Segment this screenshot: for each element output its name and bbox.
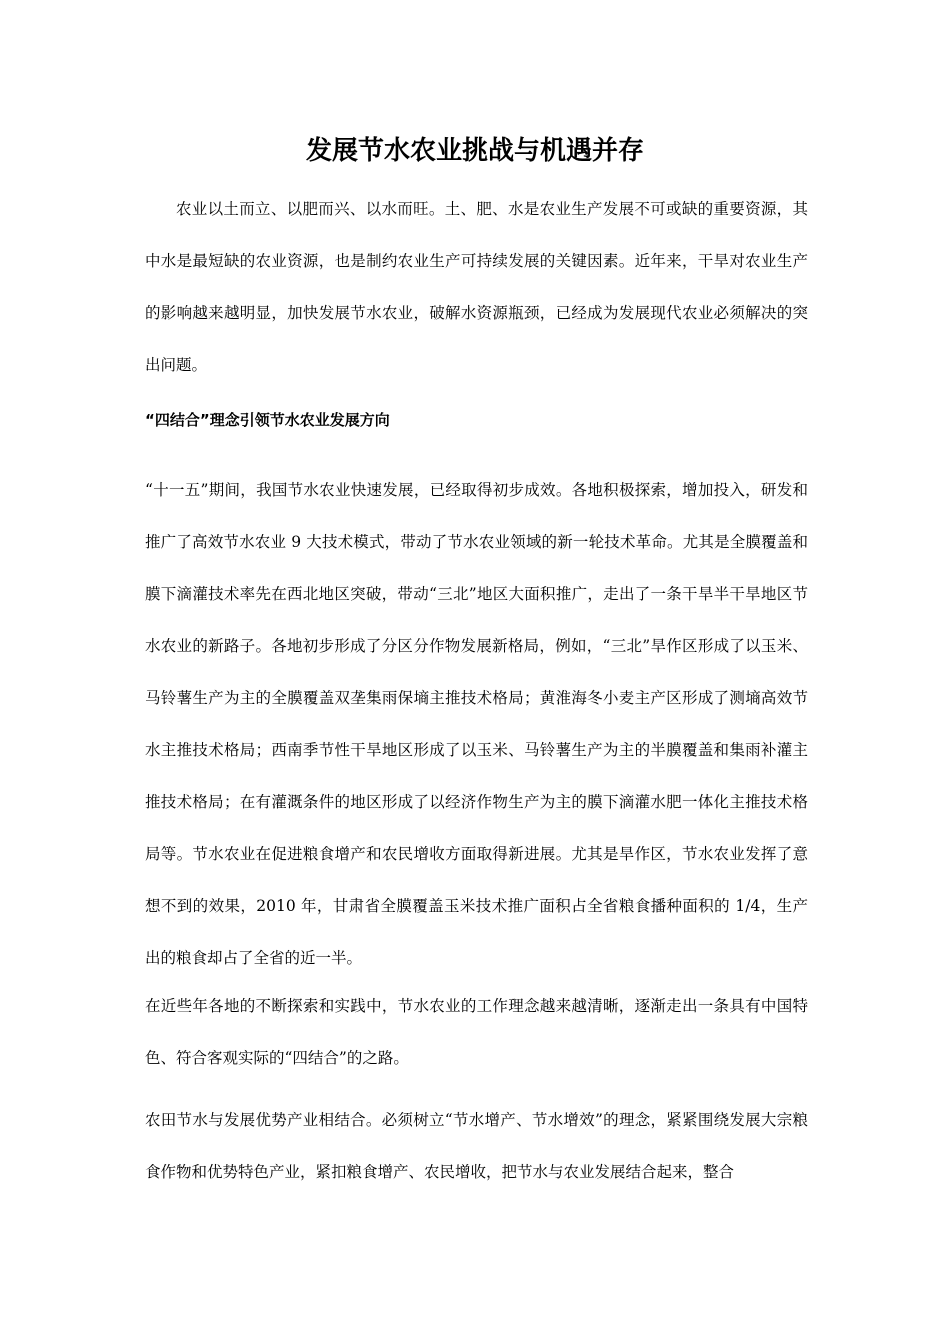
document-title: 发展节水农业挑战与机遇并存	[305, 136, 644, 166]
body-paragraph: 在近些年各地的不断探索和实践中，节水农业的工作理念越来越清晰，逐渐走出一条具有中国特色、符合客观实际的“四结合”的之路。	[145, 997, 808, 1067]
intro-paragraph: 农业以土而立、以肥而兴、以水而旺。土、肥、水是农业生产发展不可或缺的重要资源，其中水是最短缺的农业资源，也是制约农业生产可持续发展的关键因素。近年来，干旱对农业生产的影响越来越明显，加快发展节水农业，破解水资源瓶颈，已经成为发展现代农业必须解决的突出问题。	[145, 200, 808, 374]
body-paragraph: 农田节水与发展优势产业相结合。必须树立“节水增产、节水增效”的理念，紧紧围绕发展大宗粮食作物和优势特色产业，紧扣粮食增产、农民增收，把节水与农业发展结合起来，整合	[145, 1111, 808, 1181]
body-paragraph: “十一五”期间，我国节水农业快速发展，已经取得初步成效。各地积极探索，增加投入，研发和推广了高效节水农业 9 大技术模式，带动了节水农业领域的新一轮技术革命。尤其是全膜覆盖和膜下滴灌技术率先在西北地区突破，带动“三北”地区大面积推广，走出了一条干旱半干旱地区节水农业的新路子。各地初步形成了分区分作物发展新格局，例如，“三北”旱作区形成了以玉米、马铃薯生产为主的全膜覆盖双垄集雨保墒主推技术格局；黄淮海冬小麦主产区形成了测墒高效节水主推技术格局；西南季节性干旱地区形成了以玉米、马铃薯生产为主的半膜覆盖和集雨补灌主推技术格局；在有灌溉条件的地区形成了以经济作物生产为主的膜下滴灌水肥一体化主推技术格局等。节水农业在促进粮食增产和农民增收方面取得新进展。尤其是旱作区，节水农业发挥了意想不到的效果，2010 年，甘肃省全膜覆盖玉米技术推广面积占全省粮食播种面积的 1/4，生产出的粮食却占了全省的近一半。	[145, 481, 808, 967]
section-heading: “四结合”理念引领节水农业发展方向	[145, 411, 390, 429]
